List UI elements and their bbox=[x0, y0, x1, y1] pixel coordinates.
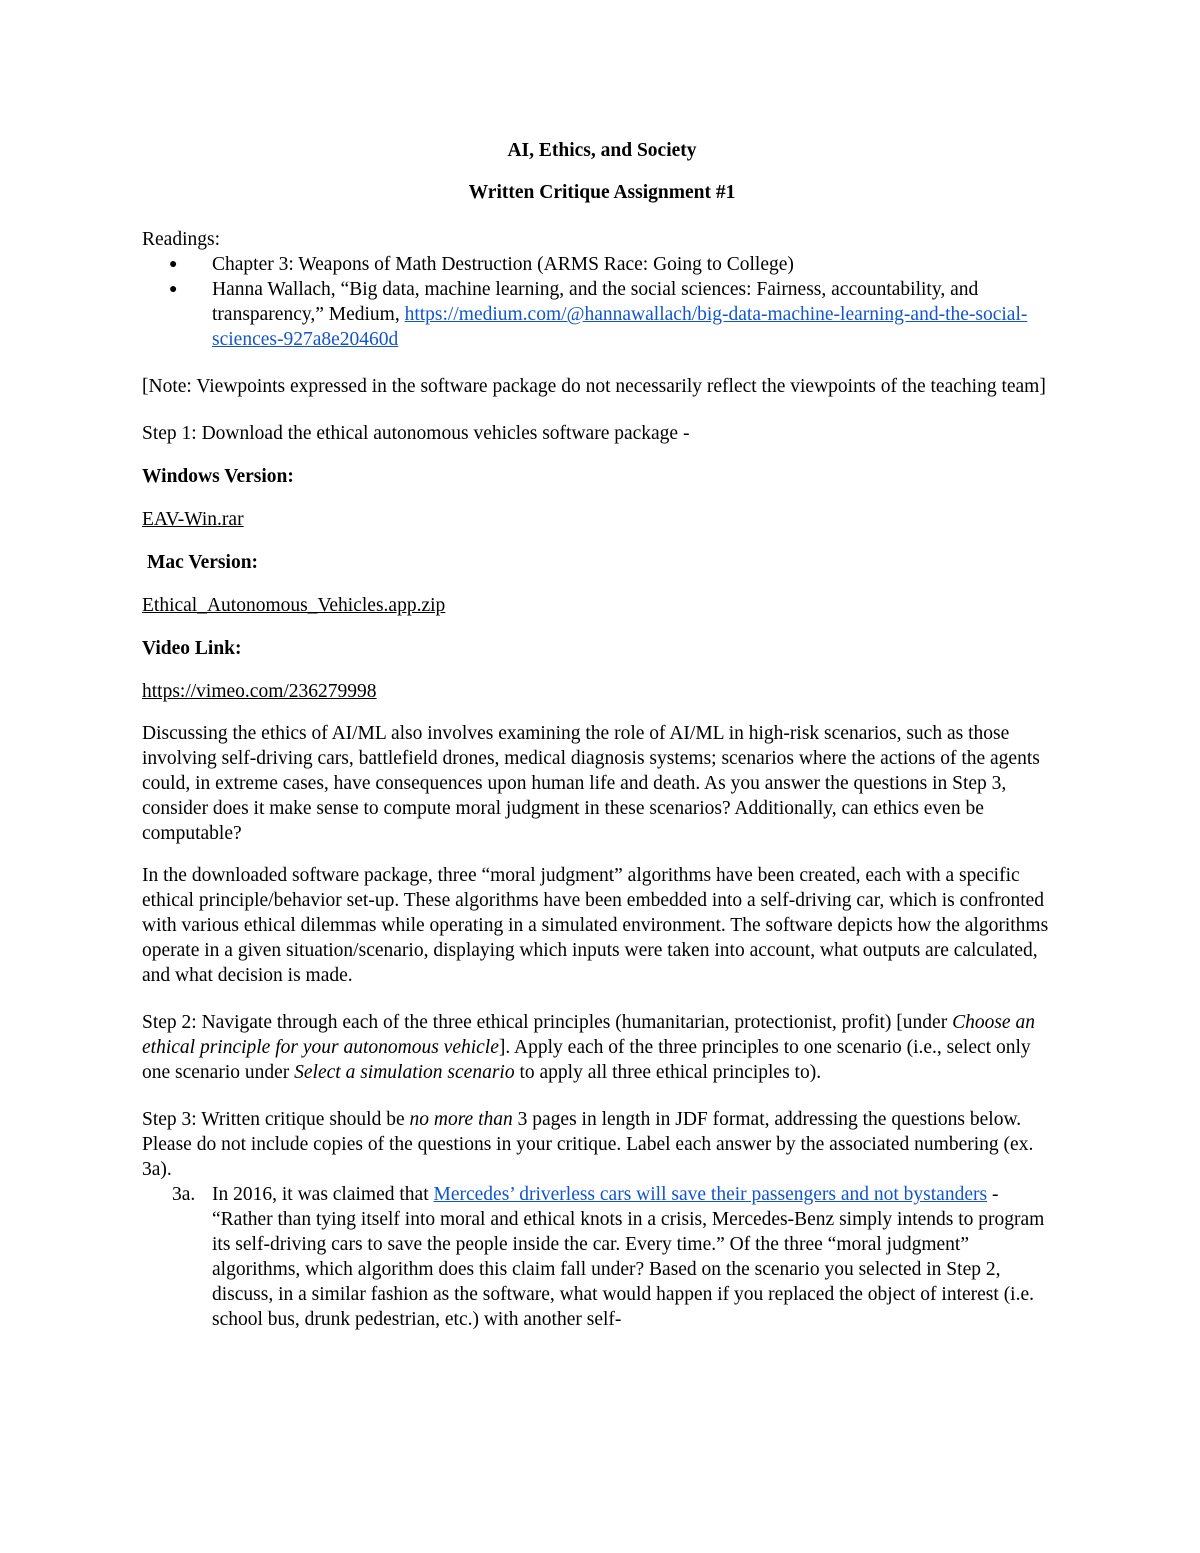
bullet-icon: ● bbox=[169, 282, 178, 297]
video-link-label: Video Link: bbox=[142, 638, 242, 659]
video-link[interactable]: https://vimeo.com/236279998 bbox=[142, 681, 377, 702]
mac-version-label: Mac Version: bbox=[147, 552, 259, 573]
step2-text: Step 2: Navigate through each of the three ethical principles (humanitarian, protectionist, profit) [under Choose an ethical principle for your autonomous vehicle]. Apply each of the three principles to one scenario (i.e., select only one scenario under Select a simulation scenario to apply all three ethical principles to). bbox=[142, 1012, 1035, 1083]
document-title: AI, Ethics, and Society bbox=[507, 140, 697, 161]
step3-text: Step 3: Written critique should be no more than 3 pages in length in JDF format, addressing the questions below. Please do not include copies of the questions in your critique. Label each answer by the associated numbering (ex. 3a). bbox=[142, 1109, 1034, 1180]
mercedes-article-link[interactable]: Mercedes’ driverless cars will save their passengers and not bystanders bbox=[433, 1184, 988, 1205]
document-subtitle: Written Critique Assignment #1 bbox=[468, 182, 736, 203]
windows-download-link[interactable]: EAV-Win.rar bbox=[142, 509, 244, 530]
reading-item-1: Chapter 3: Weapons of Math Destruction (ARMS Race: Going to College) bbox=[212, 254, 794, 275]
question-3a: 3a. In 2016, it was claimed that Mercedes’ driverless cars will save their passengers and not bystanders - “Rather than tying itself into moral and ethical knots in a crisis, Mercedes-Benz simply intends to program its self-driving cars to save the people inside the car. Every time.” Of the three “moral judgment” algorithms, which algorithm does this claim fall under? Based on the scenario you selected in Step 2, discuss, in a similar fashion as the software, what would happen if you replaced the object of interest (i.e. school bus, drunk pedestrian, etc.) with another self- bbox=[172, 1184, 1045, 1330]
list-item bbox=[142, 277, 1062, 352]
readings-list bbox=[142, 252, 1062, 352]
document-page bbox=[142, 138, 1062, 1332]
windows-version-label: Windows Version: bbox=[142, 466, 294, 487]
paragraph-ethics-discussion: Discussing the ethics of AI/ML also involves examining the role of AI/ML in high-risk scenarios, such as those involving self-driving cars, battlefield drones, medical diagnosis systems; scenarios where the actions of the agents could, in extreme cases, have consequences upon human life and death. As you answer the questions in Step 3, consider does it make sense to compute moral judgment in these scenarios? Additionally, can ethics even be computable? bbox=[142, 723, 1040, 844]
reading-item-2-text: Hanna Wallach, “Big data, machine learning, and the social sciences: Fairness, accountability, and transparency,” Medium, bbox=[212, 279, 979, 325]
step1-text: Step 1: Download the ethical autonomous vehicles software package - bbox=[142, 423, 690, 444]
paragraph-software-description: In the downloaded software package, three “moral judgment” algorithms have been created, each with a specific ethical principle/behavior set-up. These algorithms have been embedded into a self-driving car, which is confronted with various ethical dilemmas while operating in a simulated environment. The software depicts how the algorithms operate in a given situation/scenario, displaying which inputs were taken into account, what outputs are calculated, and what decision is made. bbox=[142, 865, 1049, 986]
medium-article-link[interactable]: https://medium.com/@hannawallach/big-data-machine-learning-and-the-social-sciences-927a8e20460d bbox=[212, 304, 1028, 350]
list-item bbox=[142, 252, 1062, 277]
question-number: 3a. bbox=[172, 1184, 196, 1205]
mac-download-link[interactable]: Ethical_Autonomous_Vehicles.app.zip bbox=[142, 595, 446, 616]
readings-label: Readings: bbox=[142, 229, 220, 250]
bullet-icon: ● bbox=[169, 257, 178, 272]
note-text: [Note: Viewpoints expressed in the software package do not necessarily reflect the viewpoints of the teaching team] bbox=[142, 376, 1046, 397]
